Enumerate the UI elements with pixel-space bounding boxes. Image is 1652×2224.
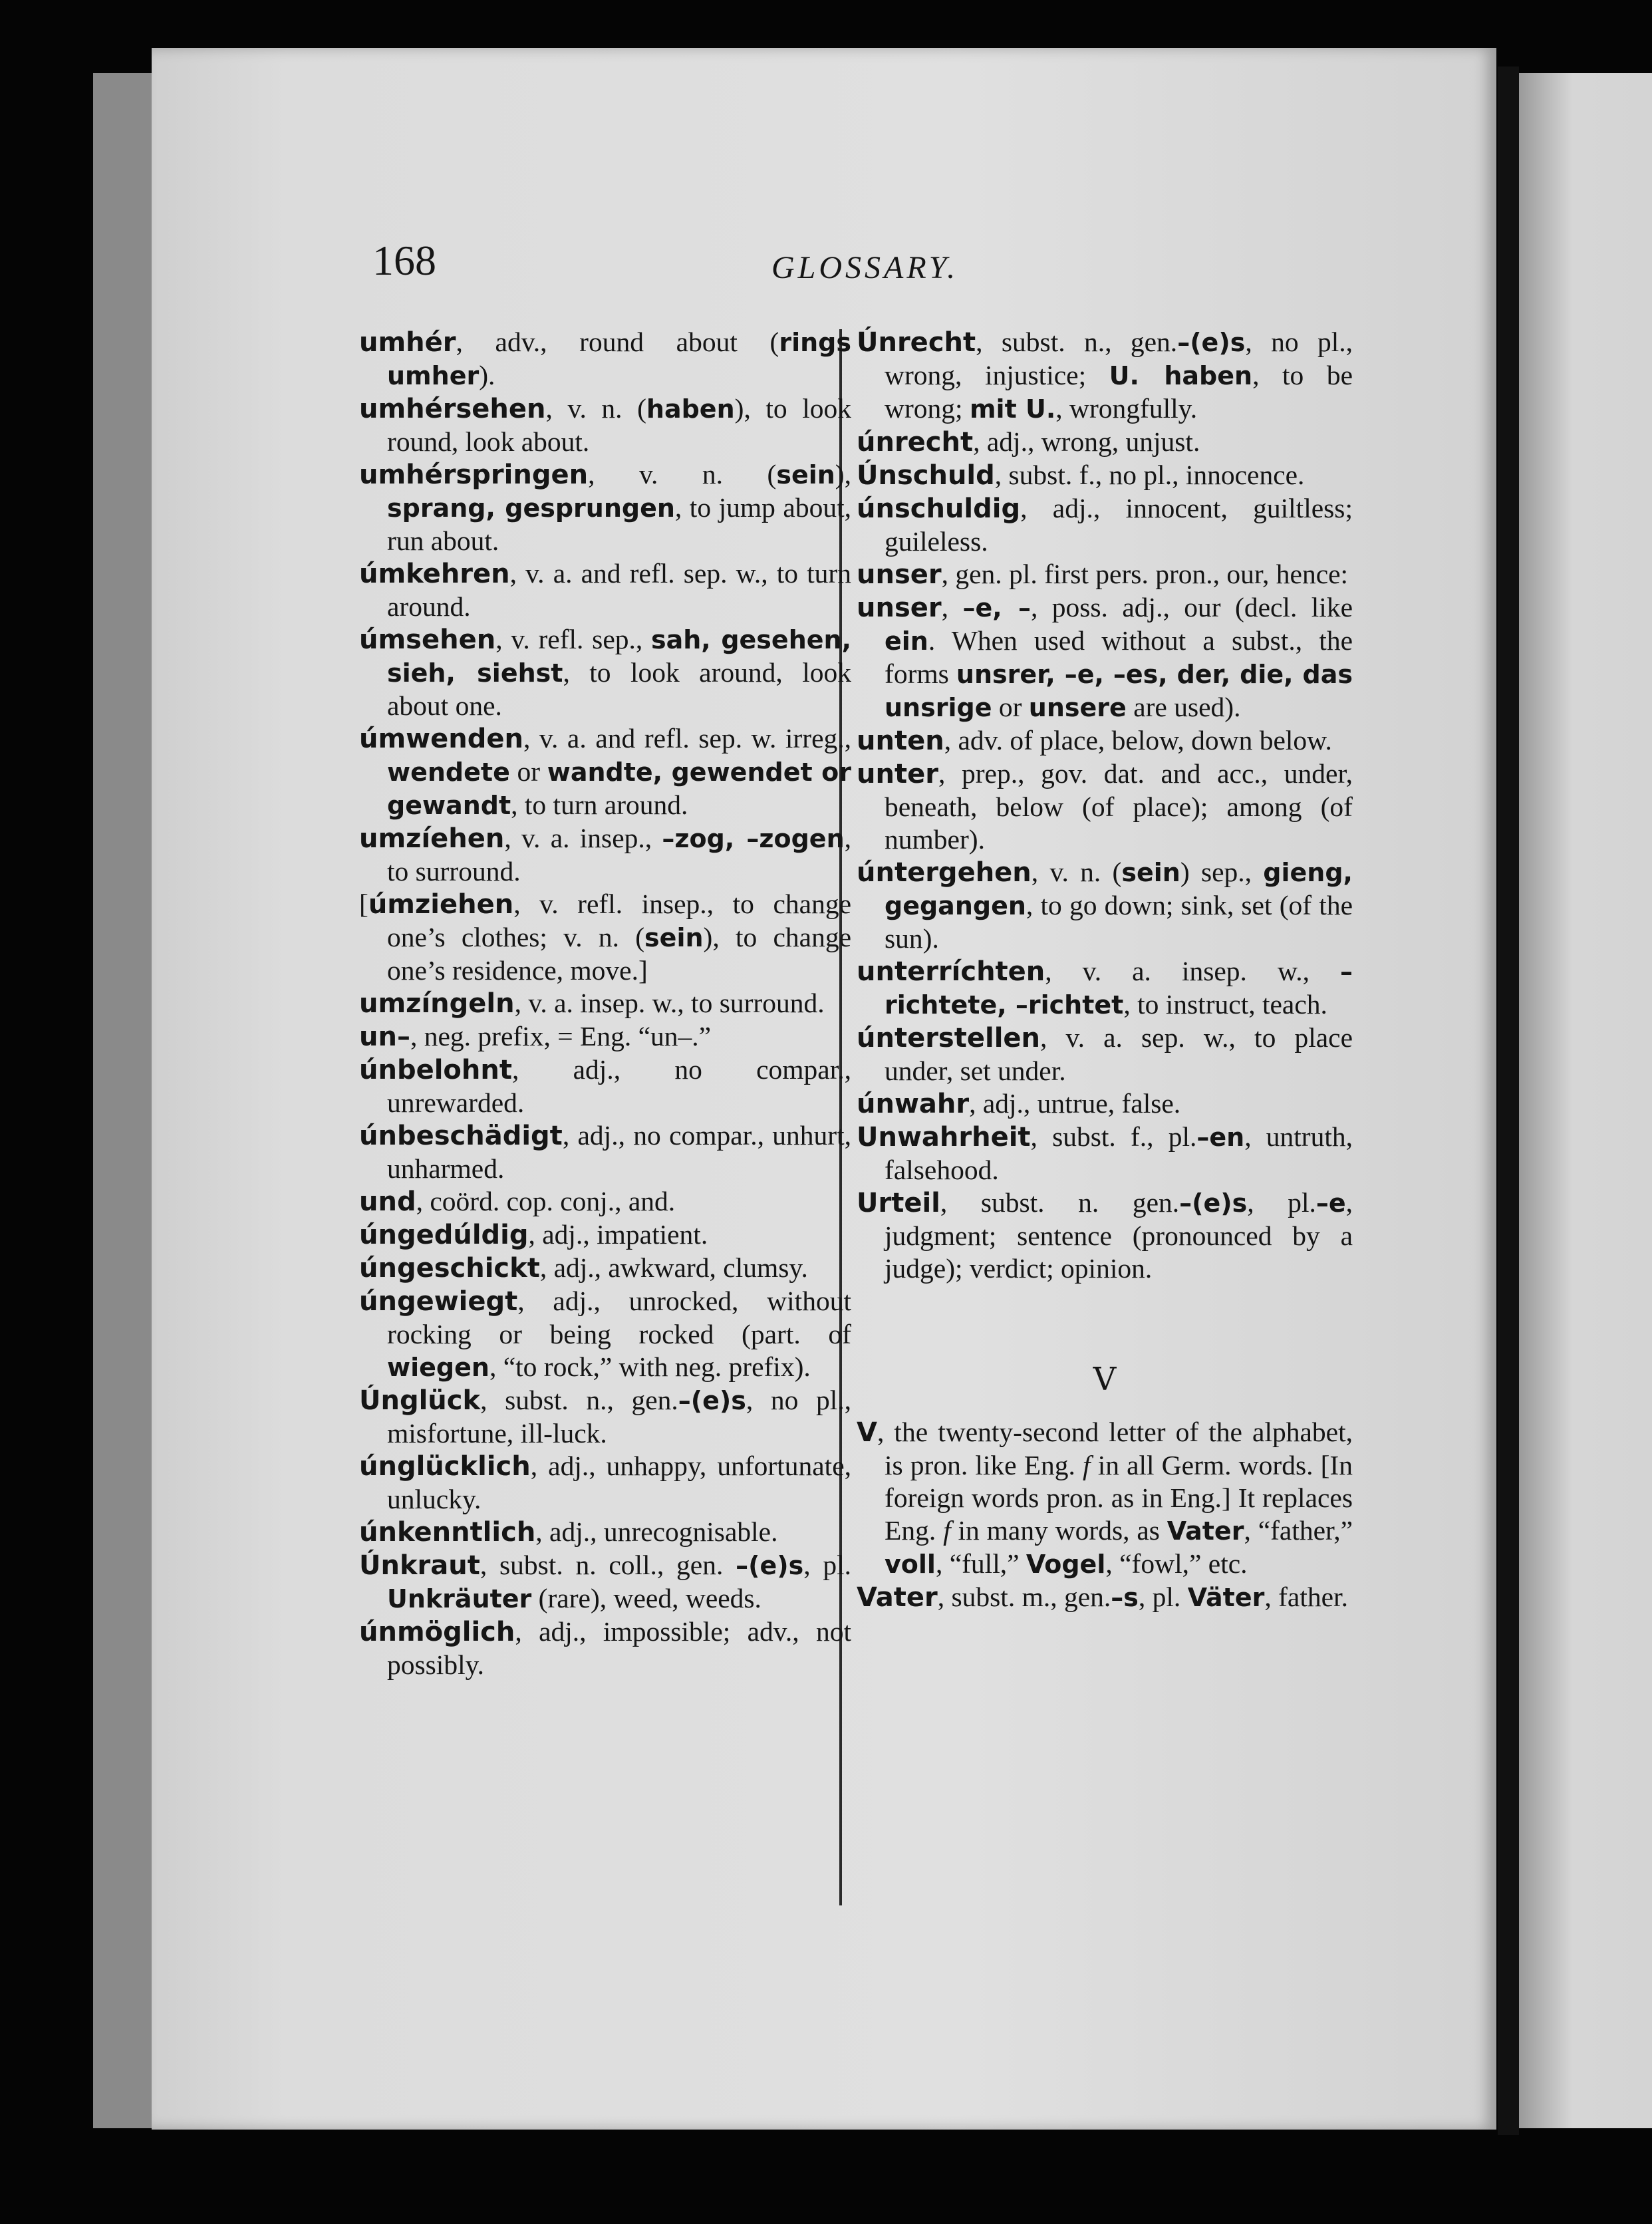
glossary-entry: Únglück, subst. n., gen.–(e)s, no pl., misfortune, ill-luck. [359, 1385, 852, 1449]
glossary-entry: únwahr, adj., untrue, false. [857, 1088, 1181, 1119]
glossary-entry: und, coörd. cop. conj., and. [359, 1186, 676, 1217]
page-left-edge [93, 73, 160, 2128]
glossary-entry: umzíngeln, v. a. insep. w., to surround. [359, 988, 825, 1019]
glossary-entry: V, the twenty-second letter of the alphabet, is pron. like Eng. f in all Germ. words. [In foreign words pron. as in Eng.] It replaces Eng. f in many words, as Vater, “father,” voll, “full,” Vogel, “fowl,” etc. [857, 1417, 1353, 1579]
glossary-entry: Urteil, subst. n. gen.–(e)s, pl.–e, judgment; sentence (pronounced by a judge); verdict; opinion. [857, 1187, 1353, 1284]
left-column [359, 326, 851, 1681]
running-head: GLOSSARY. [771, 250, 959, 285]
section-letter-heading: V [1093, 1361, 1117, 1398]
glossary-entry: umhérspringen, v. n. (sein), sprang, gesprungen, to jump about, run about. [359, 459, 851, 556]
glossary-entry: únbeschädigt, adj., no compar., unhurt, unharmed. [359, 1120, 851, 1184]
glossary-entry: umzíehen, v. a. insep., –zog, –zogen, to surround. [359, 823, 851, 887]
glossary-entry: unterríchten, v. a. insep. w., –richtete, –richtet, to instruct, teach. [857, 956, 1353, 1020]
glossary-entry: Vater, subst. m., gen.–s, pl. Väter, father. [857, 1582, 1348, 1613]
glossary-entry: unten, adv. of place, below, down below. [857, 725, 1332, 756]
page-number: 168 [372, 237, 436, 284]
glossary-entry: únkenntlich, adj., unrecognisable. [359, 1516, 778, 1548]
glossary-entry: úmsehen, v. refl. sep., sah, gesehen, sieh, siehst, to look around, look about one. [359, 624, 852, 721]
glossary-entry: úngeschickt, adj., awkward, clumsy. [359, 1252, 808, 1284]
glossary-entry: Unwahrheit, subst. f., pl.–en, untruth, falsehood. [857, 1121, 1353, 1185]
glossary-entry: únterstellen, v. a. sep. w., to place under, set under. [857, 1022, 1353, 1086]
glossary-entry: umhér, adv., round about (rings umher). [359, 327, 851, 390]
glossary-entry: unser, –e, –, poss. adj., our (decl. like ein. When used without a subst., the forms unsrer, –e, –es, der, die, das unsrige or unsere are used). [857, 592, 1353, 722]
glossary-entry: úmwenden, v. a. and refl. sep. w. irreg., wendete or wandte, gewendet or gewandt, to turn around. [359, 723, 851, 820]
glossary-entry: úntergehen, v. n. (sein) sep., gieng, gegangen, to go down; sink, set (of the sun). [857, 857, 1353, 954]
facing-page-edge [1519, 73, 1652, 2128]
right-column [857, 326, 1353, 1614]
glossary-entry: únschuldig, adj., innocent, guiltless; guileless. [857, 493, 1353, 557]
book-gutter [1498, 67, 1519, 2135]
glossary-entry: Únrecht, subst. n., gen.–(e)s, no pl., wrong, injustice; U. haben, to be wrong; mit U., wrongfully. [857, 327, 1353, 424]
glossary-entry: únrecht, adj., wrong, unjust. [857, 426, 1200, 458]
glossary-entry: Únschuld, subst. f., no pl., innocence. [857, 460, 1305, 491]
glossary-entry: únglücklich, adj., unhappy, unfortunate, unlucky. [359, 1451, 851, 1514]
glossary-entry: únmöglich, adj., impossible; adv., not possibly. [359, 1616, 851, 1680]
glossary-entry: úngewiegt, adj., unrocked, without rocking or being rocked (part. of wiegen, “to rock,” with neg. prefix). [359, 1286, 851, 1382]
glossary-entry: [úmziehen, v. refl. insep., to change one’s clothes; v. n. (sein), to change one’s residence, move.] [359, 889, 851, 986]
glossary-entry: umhérsehen, v. n. (haben), to look round, look about. [359, 393, 851, 457]
glossary-entry: úngedúldig, adj., impatient. [359, 1219, 708, 1250]
glossary-entry: únbelohnt, adj., no compar., unrewarded. [359, 1054, 851, 1118]
glossary-entry: unser, gen. pl. first pers. pron., our, hence: [857, 559, 1349, 590]
glossary-entry: un–, neg. prefix, = Eng. “un–.” [359, 1021, 712, 1052]
glossary-entry: úmkehren, v. a. and refl. sep. w., to turn around. [359, 558, 851, 622]
glossary-entry: Únkraut, subst. n. coll., gen. –(e)s, pl. Unkräuter (rare), weed, weeds. [359, 1550, 851, 1613]
glossary-entry: unter, prep., gov. dat. and acc., under, beneath, below (of place); among (of number). [857, 758, 1353, 855]
